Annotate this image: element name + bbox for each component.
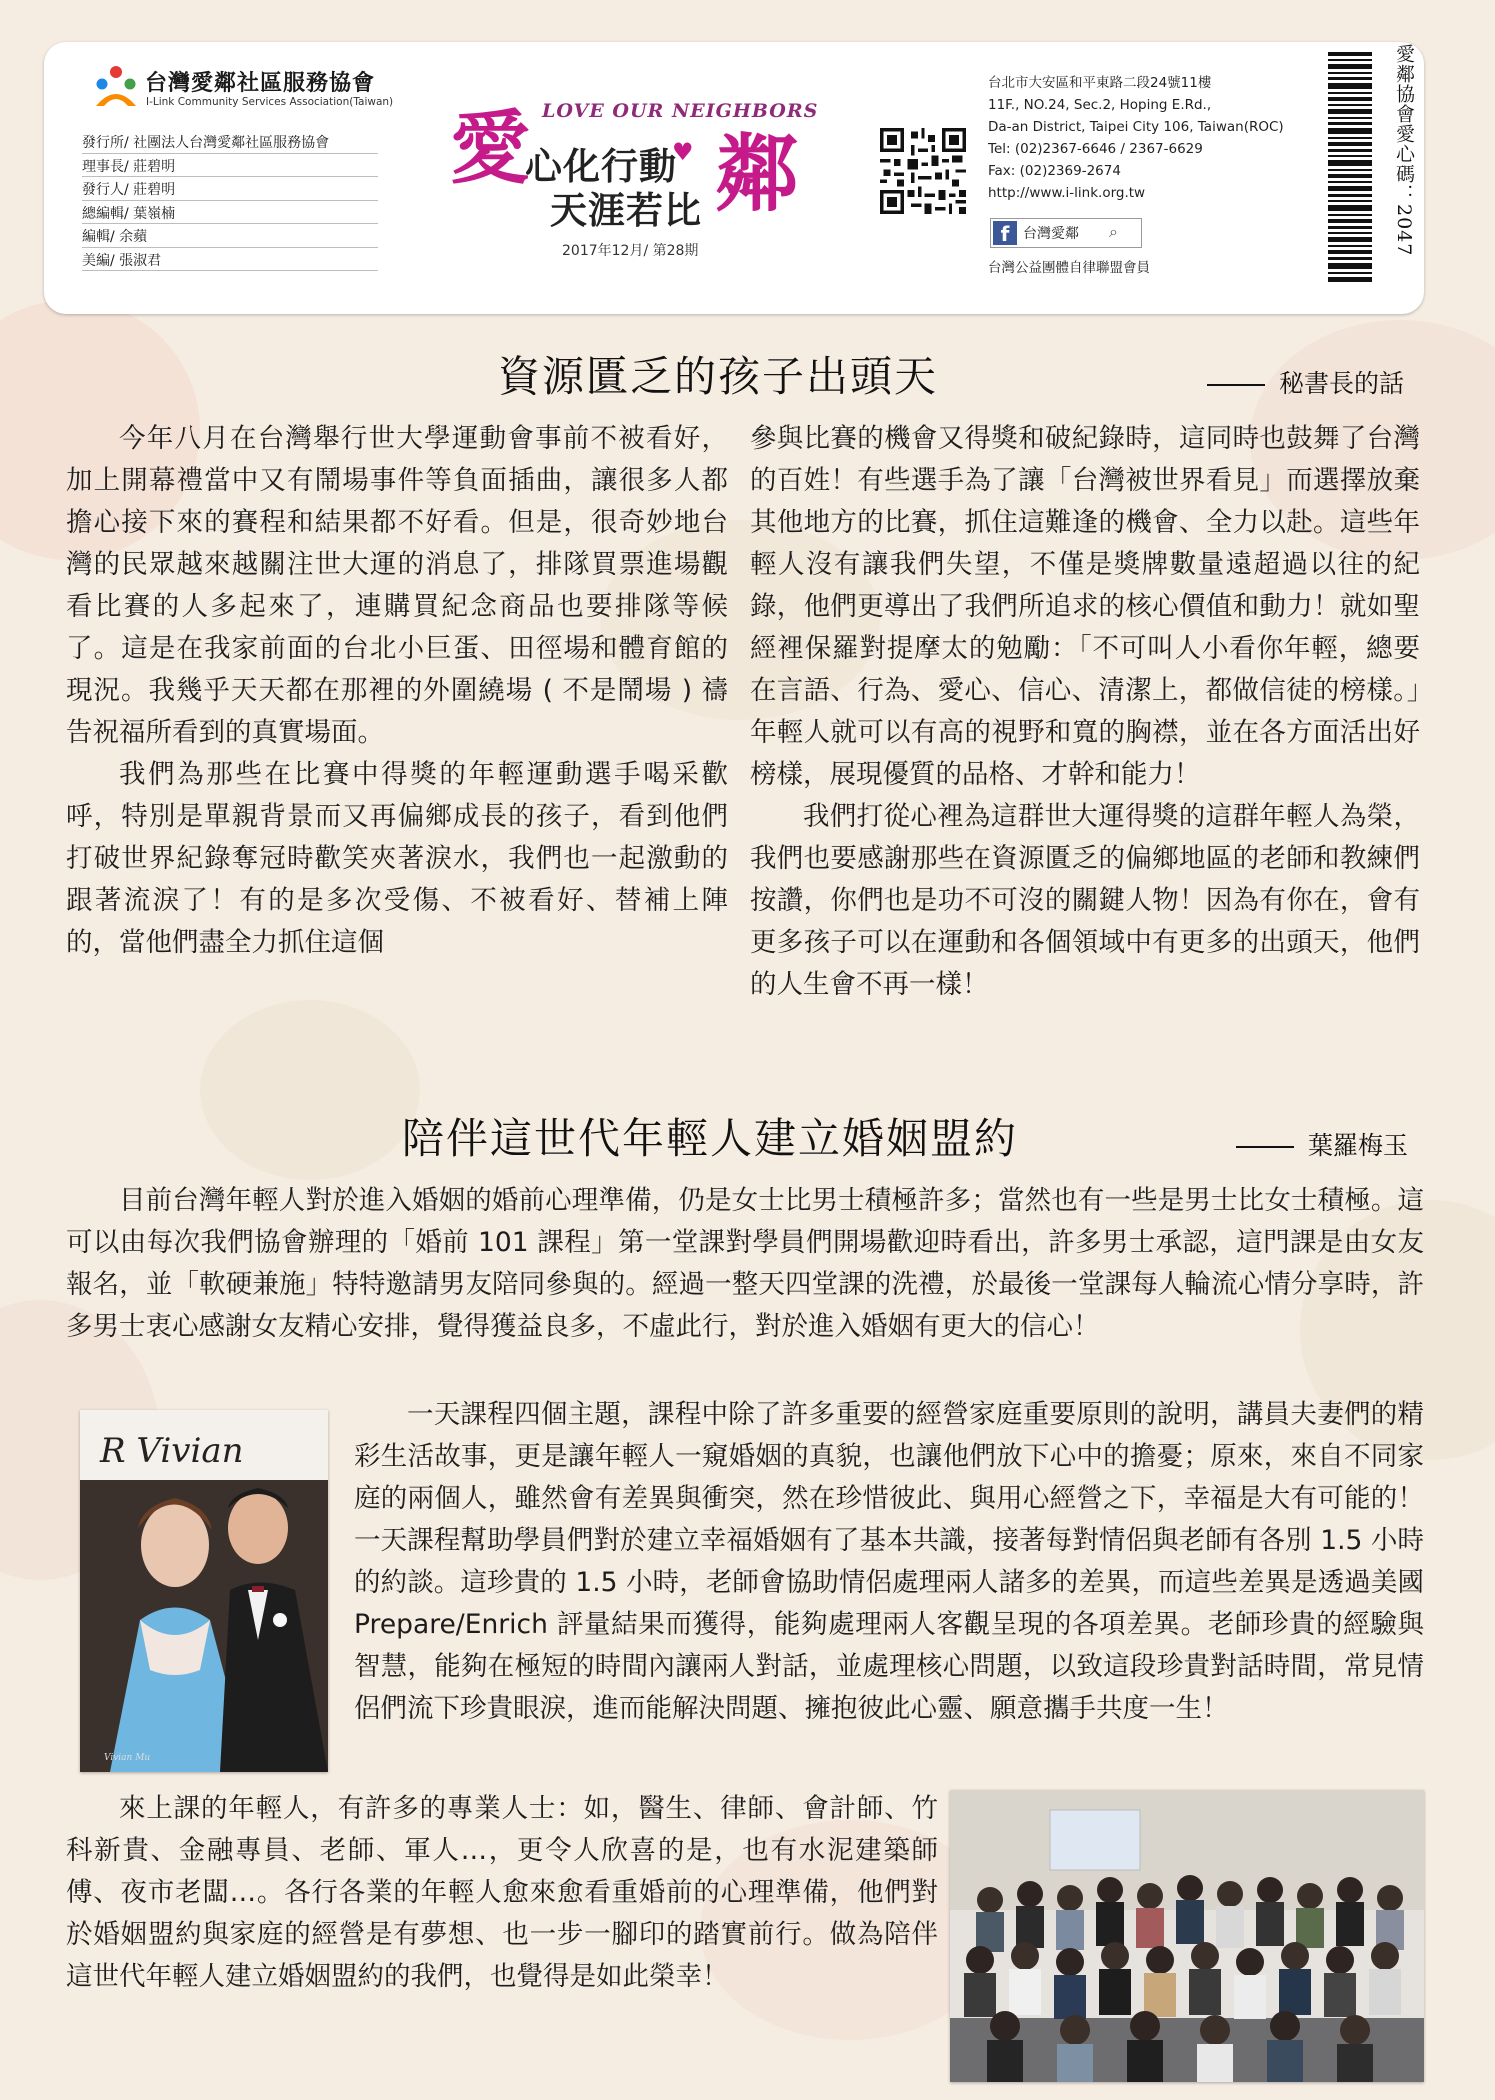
contact-info: [988, 72, 1284, 204]
masthead-english: LOVE OUR NEIGHBORS: [542, 100, 819, 122]
article1-column-left: [66, 418, 728, 964]
masthead-line2: 天涯若比: [550, 188, 702, 232]
article2-byline: [1236, 1126, 1408, 1162]
staff-row: 總編輯/ 葉嶺楠: [82, 203, 372, 227]
photo-wedding-couple: [80, 1410, 328, 1772]
article1-paragraph: 今年八月在台灣舉行世大學運動會事前不被看好，加上開幕禮當中又有鬧場事件等負面插曲，讓很多人都擔心接下來的賽程和結果都不好看。但是，很奇妙地台灣的民眾越來越關注世大運的消息了，排隊買票進場觀看比賽的人多起來了，連購買紀念商品也要排隊等候了。這是在我家前面的台北小巨蛋、田徑場和體育館的現況。我幾乎天天都在那裡的外圍繞場 ( 不是鬧場 ) 禱告祝福所看到的真實場面。: [66, 423, 728, 748]
masthead-logo: [450, 100, 830, 260]
facebook-label: 台灣愛鄰: [1023, 226, 1079, 242]
article1-column-right: [750, 418, 1420, 1006]
org-logo-icon: [90, 62, 142, 114]
article2-paragraph: 目前台灣年輕人對於進入婚姻的婚前心理準備，仍是女士比男士積極許多；當然也有一些是男士比女士積極。這可以由每次我們協會辦理的「婚前 101 課程」第一堂課對學員們開場歡迎時看出，許多男士承認，這門課是由女友報名，並「軟硬兼施」特特邀請男友陪同參與的。經過一整天四堂課的洗禮，於最後一堂課每人輪流心情分享時，許多男士衷心感謝女友精心安排，覺得獲益良多，不虛此行，對於進入婚姻有更大的信心！: [66, 1185, 1424, 1342]
photo-group-class: [950, 1790, 1424, 2082]
member-text: 台灣公益團體自律聯盟會員: [988, 260, 1150, 276]
byline-dash: [1207, 384, 1265, 386]
masthead-char-lin: 鄰: [715, 124, 800, 223]
facebook-search-box[interactable]: [990, 218, 1142, 248]
search-icon: ⌕: [1109, 222, 1118, 241]
article2-paragraph: 一天課程四個主題，課程中除了許多重要的經營家庭重要原則的說明，講員夫妻們的精彩生活故事，更是讓年輕人一窺婚姻的真貌，也讓他們放下心中的擔憂；原來，來自不同家庭的兩個人，雖然會有差異與衝突，然在珍惜彼此、與用心經營之下，幸福是大有可能的！一天課程幫助學員們對於建立幸福婚姻有了基本共識，接著每對情侶與老師有各別 1.5 小時的約談。這珍貴的 1.5 小時，老師會協助情侶處理兩人諸多的差異，而這些差異是透過美國 Prepare/Enrich 評量結果而獲得，能夠處理兩人客觀呈現的各項差異。老師珍貴的經驗與智慧，能夠在極短的時間內讓兩人對話，並處理核心問題，以致這段珍貴對話時間，常見情侶們流下珍貴眼淚，進而能解決問題、擁抱彼此心靈、願意攜手共度一生！: [354, 1399, 1424, 1724]
org-name-english: I-Link Community Services Association(Taiwan): [146, 96, 394, 108]
article2-intro: [66, 1180, 1424, 1348]
issue-date: 2017年12月/ 第28期: [562, 243, 699, 259]
byline-dash: [1236, 1146, 1294, 1148]
photo-signature: Vivian Mu: [104, 1753, 151, 1763]
article2-middle: [354, 1394, 1424, 1730]
article2-closing: [66, 1788, 938, 1998]
staff-row: 理事長/ 莊碧明: [82, 156, 372, 180]
qr-code-icon[interactable]: [880, 128, 966, 214]
staff-row: 美編/ 張淑君: [82, 250, 372, 274]
article1-byline: [1207, 364, 1404, 400]
contact-address-en-2: Da-an District, Taipei City 106, Taiwan(ROC): [988, 119, 1284, 135]
article1-paragraph: 參與比賽的機會又得獎和破紀錄時，這同時也鼓舞了台灣的百姓！有些選手為了讓「台灣被世界看見」而選擇放棄其他地方的比賽，抓住這難逢的機會、全力以赴。這些年輕人沒有讓我們失望，不僅是獎牌數量遠超過以往的紀錄，他們更導出了我們所追求的核心價值和動力！就如聖經裡保羅對提摩太的勉勵：「不可叫人小看你年輕，總要在言語、行為、愛心、信心、清潔上，都做信徒的榜樣。」年輕人就可以有高的視野和寬的胸襟，並在各方面活出好榜樣，展現優質的品格、才幹和能力！: [750, 423, 1420, 790]
contact-address-zh: 台北市大安區和平東路二段24號11樓: [988, 75, 1212, 91]
background-flower: [200, 1000, 420, 1180]
wedding-photo-image: [80, 1410, 328, 1772]
heart-icon: ♥: [672, 138, 694, 166]
barcode-icon: [1328, 52, 1372, 282]
contact-tel: Tel: (02)2367-6646 / 2367-6629: [988, 141, 1203, 157]
article1-paragraph: 我們為那些在比賽中得獎的年輕運動選手喝采歡呼，特別是單親背景而又再偏鄉成長的孩子，看到他們打破世界紀錄奪冠時歡笑夾著淚水，我們也一起激動的跟著流淚了！有的是多次受傷、不被看好、替補上陣的，當他們盡全力抓住這個: [66, 759, 728, 958]
org-name: 台灣愛鄰社區服務協會: [145, 71, 376, 96]
love-code-vertical: 愛鄰協會愛心碼：2047: [1393, 44, 1415, 257]
article2-title: 陪伴這世代年輕人建立婚姻盟約: [402, 1114, 1019, 1163]
group-photo-image: [950, 1790, 1424, 2082]
staff-row: 發行人/ 莊碧明: [82, 179, 372, 203]
contact-fax: Fax: (02)2369-2674: [988, 163, 1121, 179]
article2-paragraph: 來上課的年輕人，有許多的專業人士：如，醫生、律師、會計師、竹科新貴、金融專員、老師、軍人…，更令人欣喜的是，也有水泥建築師傅、夜市老闆…。各行各業的年輕人愈來愈看重婚前的心理準備，他們對於婚姻盟約與家庭的經營是有夢想、也一步一腳印的踏實前行。做為陪伴這世代年輕人建立婚姻盟約的我們，也覺得是如此榮幸！: [66, 1793, 938, 1992]
staff-row: 發行所/ 社團法人台灣愛鄰社區服務協會: [82, 132, 372, 156]
staff-row: 編輯/ 余蘋: [82, 226, 372, 250]
article1-paragraph: 我們打從心裡為這群世大運得獎的這群年輕人為榮，我們也要感謝那些在資源匱乏的偏鄉地區的老師和教練們按讚，你們也是功不可沒的關鍵人物！因為有你在，會有更多孩子可以在運動和各個領域中有更多的出頭天，他們的人生會不再一樣！: [750, 801, 1420, 1000]
photo-backdrop-text: R Vivian: [100, 1431, 244, 1471]
staff-list: [82, 132, 372, 273]
masthead-line1: 心化行動: [525, 144, 677, 188]
masthead-char-ai: 愛: [450, 101, 530, 195]
article1-byline-text: 秘書長的話: [1279, 369, 1405, 398]
contact-website[interactable]: http://www.i-link.org.tw: [988, 185, 1146, 201]
article2-byline-text: 葉羅梅玉: [1308, 1131, 1409, 1160]
contact-address-en-1: 11F., NO.24, Sec.2, Hoping E.Rd.,: [988, 97, 1212, 113]
article1-title: 資源匱乏的孩子出頭天: [498, 352, 939, 401]
facebook-icon: f: [993, 221, 1017, 245]
